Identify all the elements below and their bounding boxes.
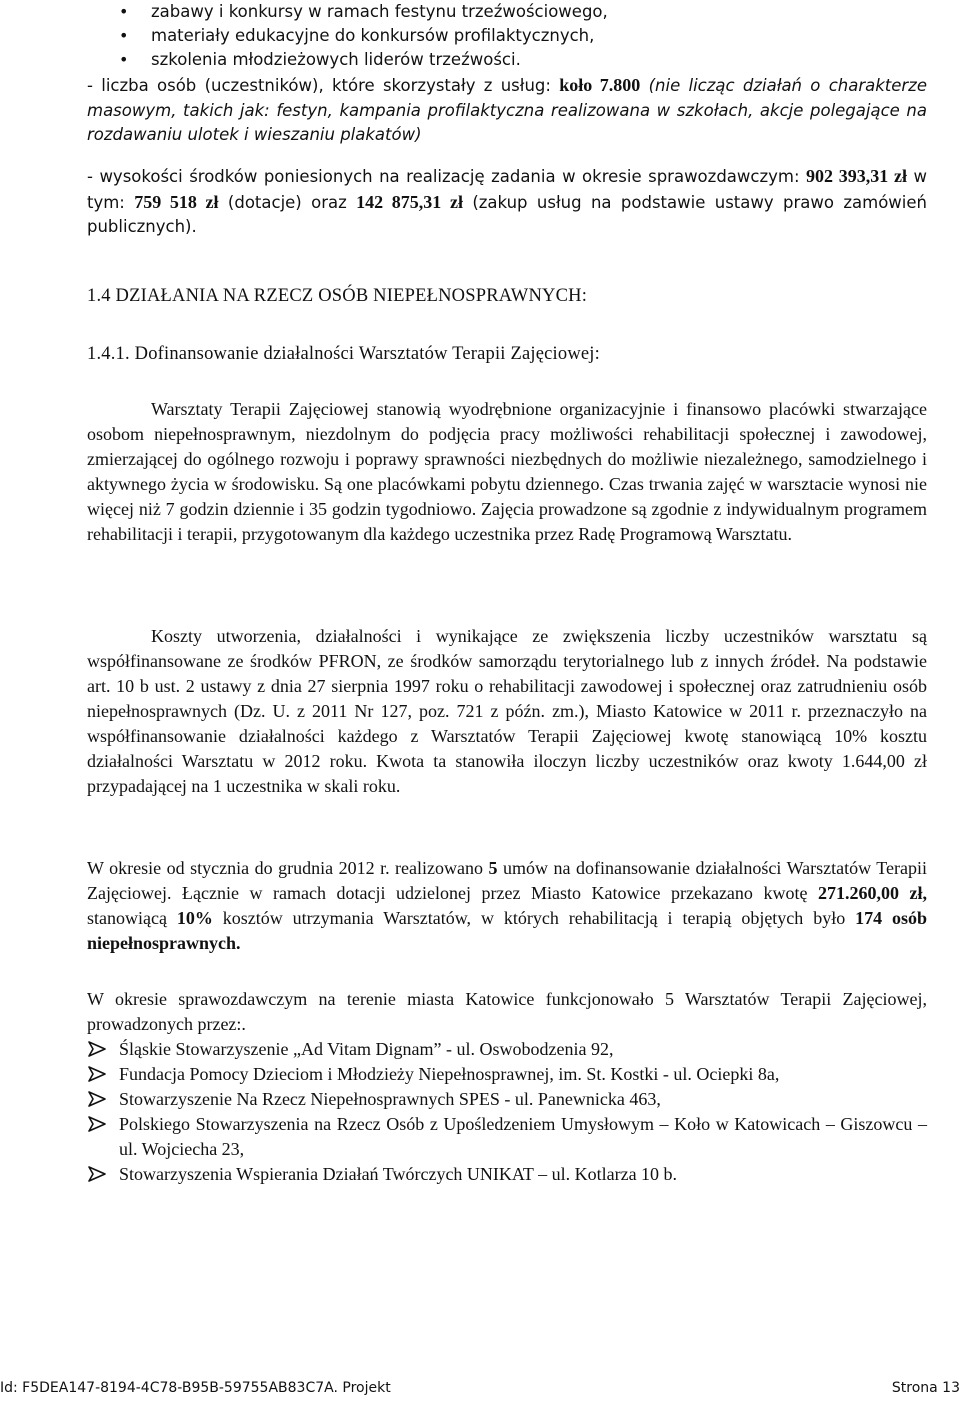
subsection-heading: 1.4.1. Dofinansowanie działalności Warsztatów Terapii Zajęciowej: [87, 344, 600, 364]
paragraph-workshops: Warsztaty Terapii Zajęciowej stanowią wyodrębnione organizacyjnie i finansowo placówki stwarzające osobom niepełnosprawnym, niezdolnym do podjęcia pracy możliwości rehabilitacji społecznej i zawodowej, zmierzającej do ogólnego rozwoju i poprawy sprawności niezbędnych do możliwie niezależnego, samodzielnego i aktywnego życia w środowisku. Są one placówkami pobytu dziennego. Czas trwania zajęć w warsztacie wynosi nie więcej niż 7 godzin dziennie i 35 godzin tygodniowo. Zajęcia prowadzone są zgodnie z indywidualnym programem rehabilitacji i terapii, przygotowanym dla każdego uczestnika przez Radę Programową Warsztatu. [87, 399, 927, 544]
activities-list [87, 0, 608, 72]
participants-count: koło 7.800 [559, 75, 641, 95]
paragraph-costs: Koszty utworzenia, działalności i wynikające ze zwiększenia liczby uczestników warsztatu są współfinansowane ze środków PFRON, ze środków samorządu terytorialnego lub z innych źródeł. Na podstawie art. 10 b ust. 2 ustawy z dnia 27 sierpnia 1997 roku o rehabilitacji zawodowej i społecznej oraz zatrudnieniu osób niepełnosprawnych (Dz. U. z 2011 Nr 127, poz. 721 z późn. zm.), Miasto Katowice w 2011 r. przeznaczyło na współfinansowanie działalności każdego z Warsztatów Terapii Zajęciowej kwotę stanowiącą 10% kosztu działalności Warsztatu w 2012 roku. Kwota ta stanowiła iloczyn liczby uczestników oraz kwoty 1.644,00 zł przypadającej na 1 uczestnika w skali roku. [87, 626, 927, 796]
document-id: Id: F5DEA147-8194-4C78-B95B-59755AB83C7A. Projekt [0, 1380, 391, 1396]
arrow-bullet-icon [87, 1115, 107, 1133]
funds-paragraph: - wysokości środków poniesionych na realizację zadania w okresie sprawozdawczym: 902 393,31 zł w tym: 759 518 zł (dotacje) oraz 142 875,31 zł (zakup usług na podstawie ustawy prawo zamówień publicznych). [87, 166, 927, 236]
list-item: Stowarzyszenie Na Rzecz Niepełnosprawnych SPES - ul. Panewnicka 463, [87, 1087, 927, 1112]
list-item: Stowarzyszenia Wspierania Działań Twórczych UNIKAT – ul. Kotlarza 10 b. [87, 1162, 927, 1187]
arrow-bullet-icon [87, 1040, 107, 1058]
funds-grant: 759 518 zł [134, 191, 219, 212]
list-item: Fundacja Pomocy Dzieciom i Młodzieży Niepełnosprawnej, im. St. Kostki - ul. Ociepki 8a, [87, 1062, 927, 1087]
section-heading: 1.4 DZIAŁANIA NA RZECZ OSÓB NIEPEŁNOSPRAWNYCH: [87, 286, 588, 306]
paragraph-funding-2012: W okresie od stycznia do grudnia 2012 r. realizowano 5 umów na dofinansowanie działalności Warsztatów Terapii Zajęciowej. Łącznie w ramach dotacji udzielonej przez Miasto Katowice przekazano kwotę 271.260,00 zł, stanowiącą 10% kosztów utrzymania Warsztatów, w których rehabilitacją i terapią objętych było 174 osób niepełnosprawnych. [87, 858, 928, 953]
arrow-bullet-icon [87, 1065, 107, 1083]
page-number: Strona 13 [891, 1380, 960, 1396]
participants-paragraph: - liczba osób (uczestników), które skorzystały z usług: koło 7.800 (nie licząc działań o charakterze masowym, takich jak: festyn, kampania profilaktyczna realizowana w szkołach, akcje polegające na rozdawaniu ulotek i wieszaniu plakatów) [87, 75, 927, 144]
list-item: • materiały edukacyjne do konkursów profilaktycznych, [87, 24, 608, 48]
paragraph-providers-intro: W okresie sprawozdawczym na terenie miasta Katowice funkcjonowało 5 Warsztatów Terapii Zajęciowej, prowadzonych przez:. [87, 989, 927, 1034]
list-item: Polskiego Stowarzyszenia na Rzecz Osób z Upośledzeniem Umysłowym – Koło w Katowicach – Giszowcu – ul. Wojciecha 23, [87, 1112, 927, 1162]
funds-services: 142 875,31 zł [356, 191, 463, 212]
list-item: • szkolenia młodzieżowych liderów trzeźwości. [87, 48, 608, 72]
providers-list [87, 1037, 927, 1187]
list-item: Śląskie Stowarzyszenie „Ad Vitam Dignam” - ul. Oswobodzenia 92, [87, 1037, 927, 1062]
list-item: • zabawy i konkursy w ramach festynu trzeźwościowego, [87, 0, 608, 24]
arrow-bullet-icon [87, 1090, 107, 1108]
funds-total: 902 393,31 zł [806, 166, 907, 186]
arrow-bullet-icon [87, 1165, 107, 1183]
participants-note: (nie licząc działań o charakterze masowym, takich jak: festyn, kampania profilaktyczna realizowana w szkołach, akcje polegające na rozdawaniu ulotek i wieszaniu plakatów) [87, 76, 927, 144]
